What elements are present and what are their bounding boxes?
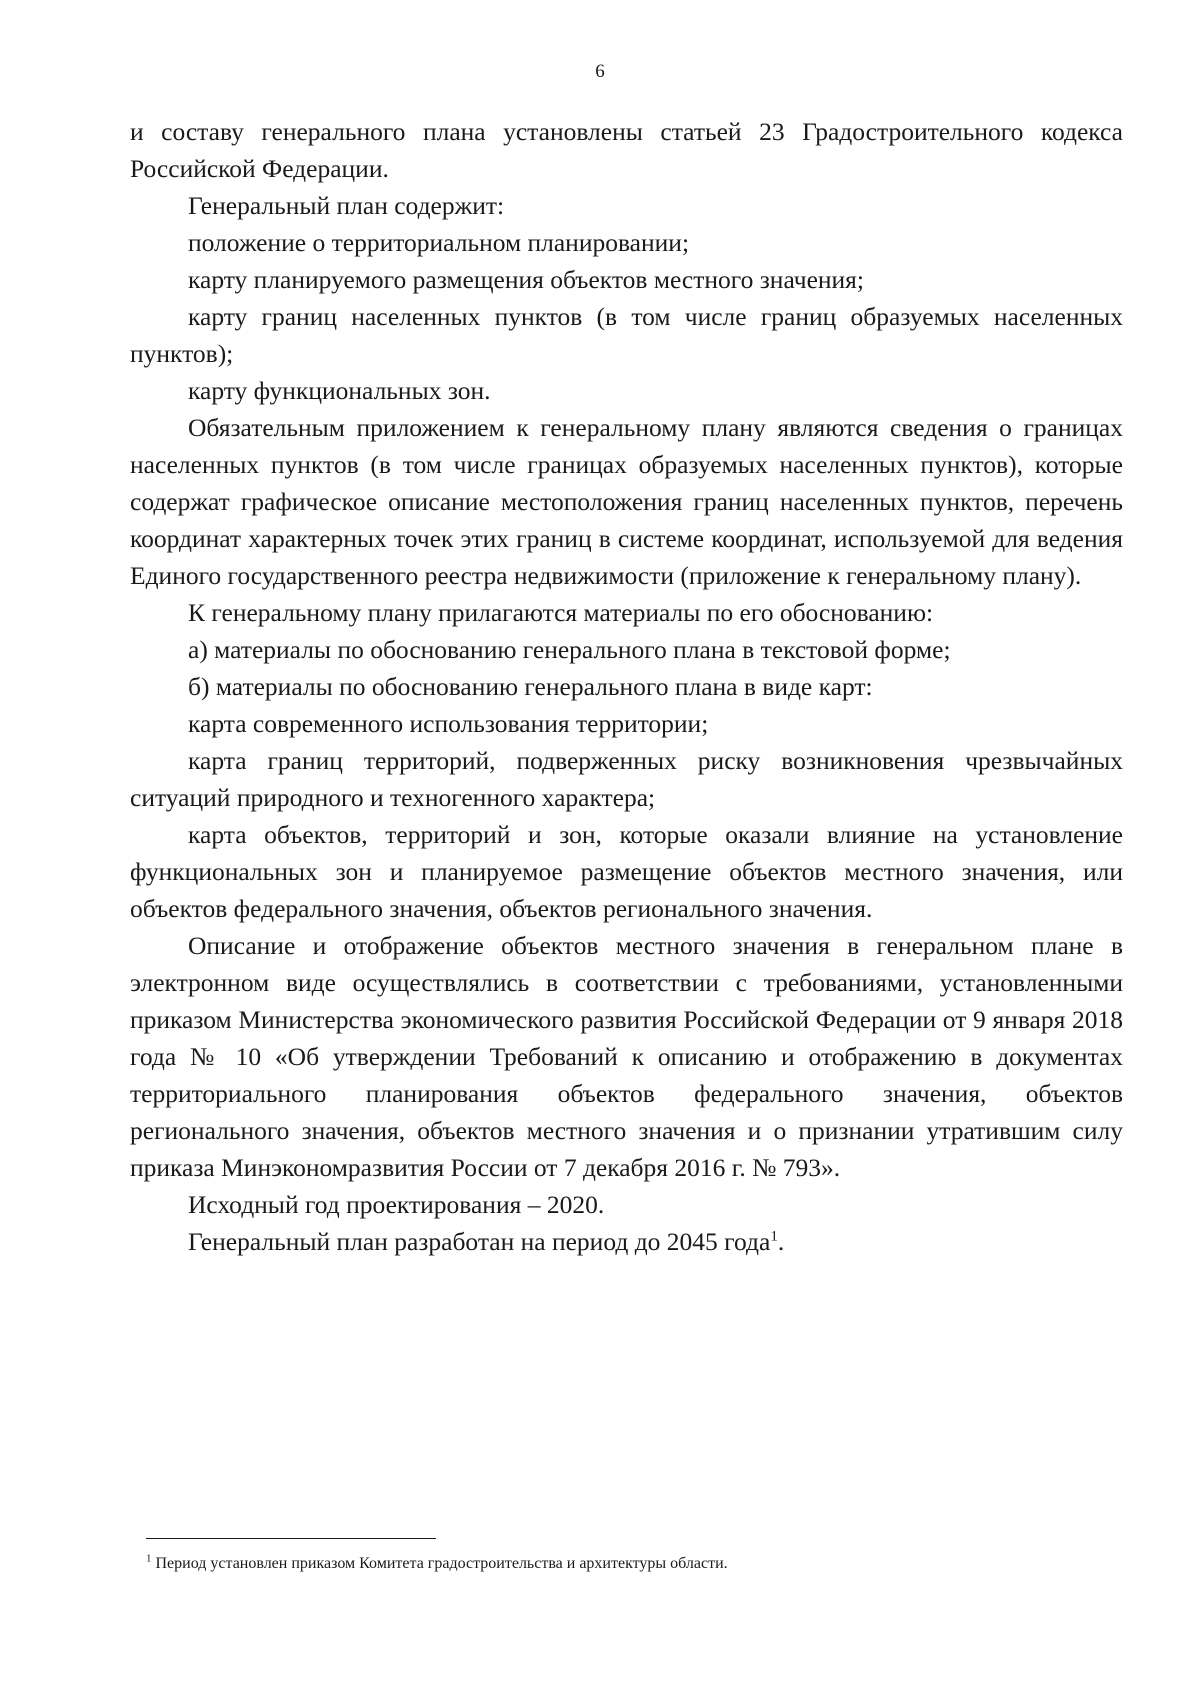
paragraph-supporting-materials-intro: К генеральному плану прилагаются материалы по его обоснованию:	[188, 598, 934, 627]
footnote	[146, 1553, 1106, 1575]
list-item-text-materials: а) материалы по обоснованию генерального плана в текстовой форме;	[188, 635, 951, 664]
page-number: 6	[595, 61, 605, 82]
plan-period-text: Генеральный план разработан на период до 2045 года	[188, 1227, 771, 1256]
footnote-text: Период установлен приказом Комитета градостроительства и архитектуры области.	[155, 1555, 728, 1572]
list-item-settlement-borders-map: карту границ населенных пунктов (в том числе границ образуемых населенных пунктов);	[130, 302, 1123, 368]
paragraph-mandatory-appendix: Обязательным приложением к генеральному плану являются сведения о границах населенных пунктов (в том числе границах образуемых населенных пунктов), которые содержат графическое описание местоположения границ населенных пунктов, перечень координат характерных точек этих границ в системе координат, используемой для ведения Единого государственного реестра недвижимости (приложение к генеральному плану).	[130, 413, 1123, 590]
paragraph-base-year: Исходный год проектирования – 2020.	[188, 1190, 605, 1219]
list-item-map-materials: б) материалы по обоснованию генерального плана в виде карт:	[188, 672, 873, 701]
list-item-current-use-map: карта современного использования территории;	[188, 709, 709, 738]
plan-period-end-punct: .	[777, 1227, 785, 1256]
paragraph-plan-contents-intro: Генеральный план содержит:	[188, 191, 505, 220]
document-body	[130, 113, 1123, 1260]
paragraph-plan-period	[130, 1223, 1123, 1260]
paragraph-continuation: и составу генерального плана установлены статьей 23 Градостроительного кодекса Российской Федерации.	[130, 117, 1123, 183]
list-item-influence-zones-map: карта объектов, территорий и зон, которые оказали влияние на установление функциональных зон и планируемое размещение объектов местного значения, или объектов федерального значения, объектов регионального значения.	[130, 820, 1123, 923]
footnote-reference[interactable]: 1	[770, 1228, 778, 1245]
list-item-emergency-risk-map: карта границ территорий, подверженных риску возникновения чрезвычайных ситуаций природного и техногенного характера;	[130, 746, 1123, 812]
list-item-functional-zones-map: карту функциональных зон.	[188, 376, 491, 405]
list-item-planning-provision: положение о территориальном планировании;	[188, 228, 690, 257]
footnote-separator	[146, 1538, 436, 1539]
list-item-local-objects-map: карту планируемого размещения объектов местного значения;	[188, 265, 864, 294]
footnote-marker: 1	[146, 1552, 152, 1565]
paragraph-electronic-description: Описание и отображение объектов местного значения в генеральном плане в электронном виде осуществлялись в соответствии с требованиями, установленными приказом Министерства экономического развития Российской Федерации от 9 января 2018 года № 10 «Об утверждении Требований к описанию и отображению в документах территориального планирования объектов федерального значения, объектов регионального значения, объектов местного значения и о признании утратившим силу приказа Минэкономразвития России от 7 декабря 2016 г. № 793».	[130, 931, 1123, 1182]
